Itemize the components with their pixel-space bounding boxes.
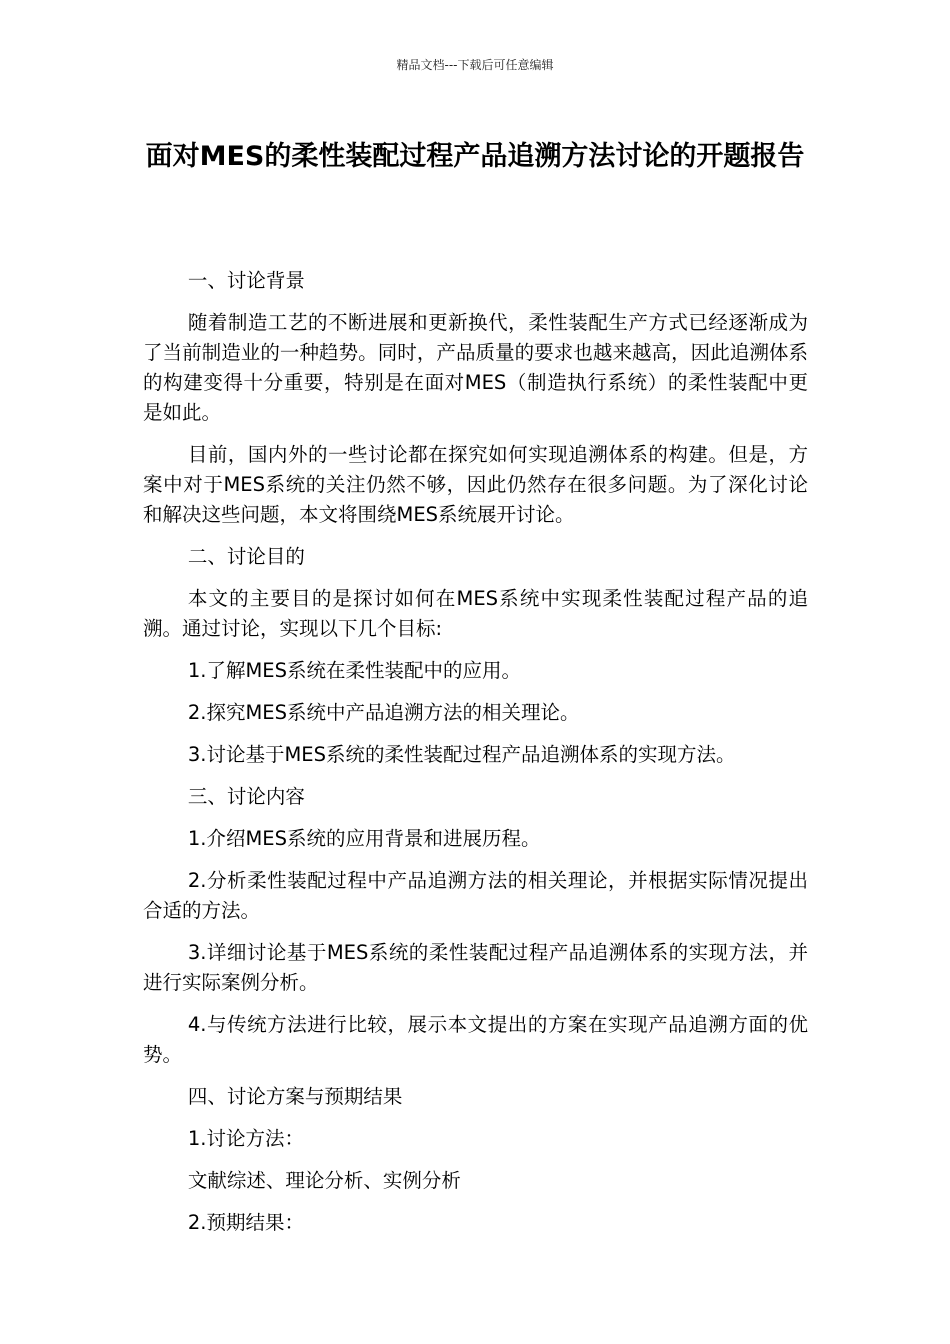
section-heading-content: 三、讨论内容: [187, 785, 305, 808]
section-heading-purpose: 二、讨论目的: [187, 545, 305, 568]
purpose-item-3: 3.讨论基于MES系统的柔性装配过程产品追溯体系的实现方法。: [187, 743, 736, 766]
content-item-1: 1.介绍MES系统的应用背景和进展历程。: [187, 827, 541, 850]
purpose-item-1: 1.了解MES系统在柔性装配中的应用。: [187, 659, 521, 682]
section-heading-background: 一、讨论背景: [187, 269, 305, 292]
paragraph-background-1: 随着制造工艺的不断进展和更新换代，柔性装配生产方式已经逐渐成为了当前制造业的一种趋势。同时，产品质量的要求也越来越高，因此追溯体系的构建变得十分重要，特别是在面对MES（制造执行系统）的柔性装配中更是如此。: [143, 311, 808, 424]
content-item-2: 2.分析柔性装配过程中产品追溯方法的相关理论，并根据实际情况提出合适的方法。: [143, 869, 808, 922]
header-note: 精品文档---下载后可任意编辑: [396, 58, 554, 72]
purpose-item-2: 2.探究MES系统中产品追溯方法的相关理论。: [187, 701, 580, 724]
document-body: [143, 266, 808, 1250]
section-heading-plan: 四、讨论方案与预期结果: [187, 1085, 403, 1108]
content-item-4: 4.与传统方法进行比较，展示本文提出的方案在实现产品追溯方面的优势。: [143, 1013, 808, 1066]
plan-method-label: 1.讨论方法：: [187, 1127, 304, 1150]
content-item-3: 3.详细讨论基于MES系统的柔性装配过程产品追溯体系的实现方法，并进行实际案例分析。: [143, 941, 808, 994]
document-title: 面对MES的柔性装配过程产品追溯方法讨论的开题报告: [145, 141, 805, 172]
plan-method-value: 文献综述、理论分析、实例分析: [187, 1169, 461, 1192]
paragraph-purpose: 本文的主要目的是探讨如何在MES系统中实现柔性装配过程产品的追溯。通过讨论，实现以下几个目标:: [143, 587, 808, 640]
paragraph-background-2: 目前，国内外的一些讨论都在探究如何实现追溯体系的构建。但是，方案中对于MES系统的关注仍然不够，因此仍然存在很多问题。为了深化讨论和解决这些问题，本文将围绕MES系统展开讨论。: [143, 443, 808, 526]
plan-result-label: 2.预期结果：: [187, 1211, 304, 1234]
